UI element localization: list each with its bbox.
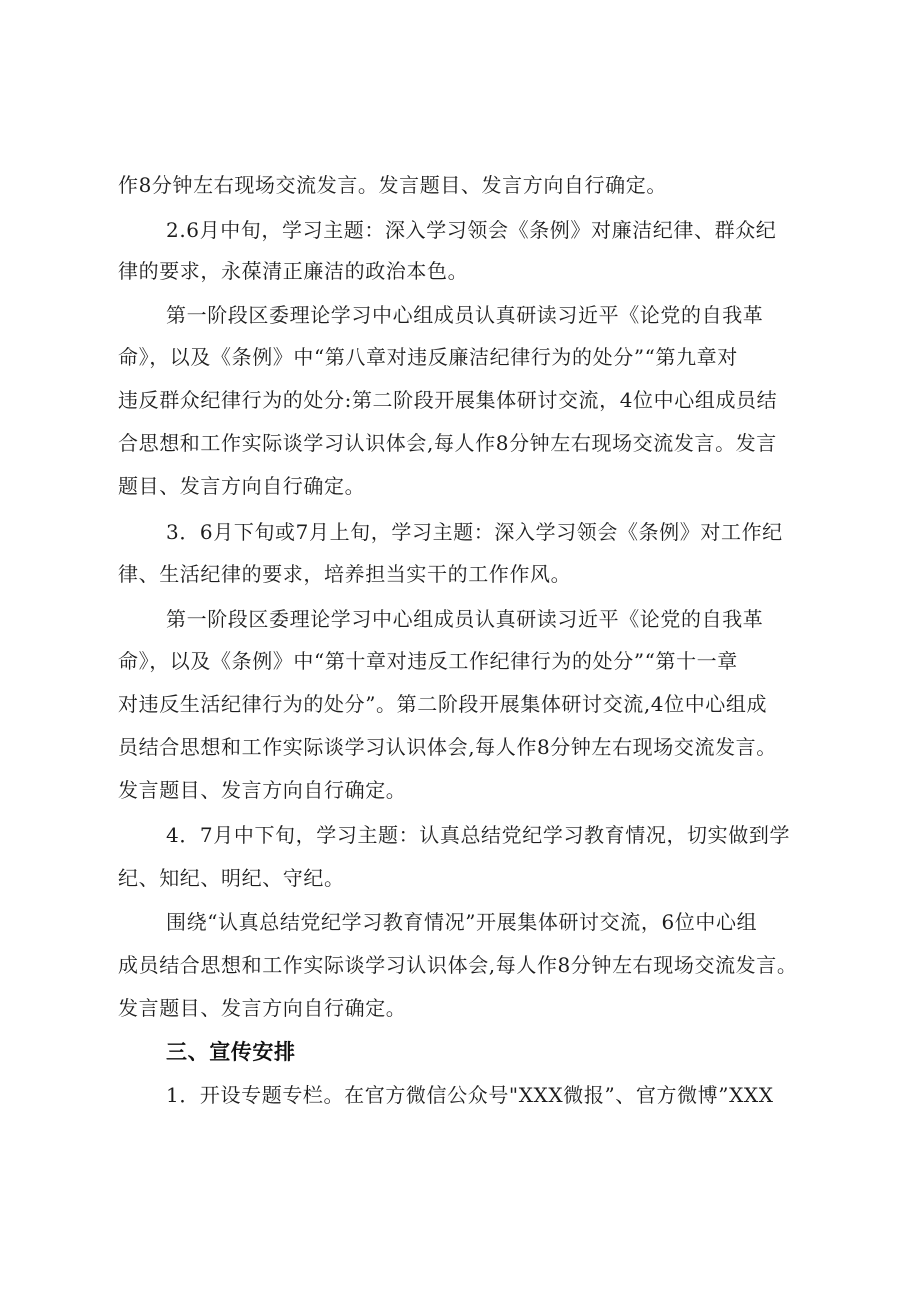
text-line: 题目、发言方向自行确定。: [118, 474, 366, 498]
text-line: 作8分钟左右现场交流发言。发言题目、发言方向自行确定。: [118, 173, 667, 197]
text-line: 命》，以及《条例》中“第十章对违反工作纪律行为的处分”“第十一章: [118, 649, 738, 673]
text-line: 员结合思想和工作实际谈学习认识体会,每人作8分钟左右现场交流发言。: [118, 735, 777, 759]
text-line: 违反群众纪律行为的处分:第二阶段开展集体研讨交流，4位中心组成员结: [118, 388, 778, 412]
text-line: 发言题目、发言方向自行确定。: [118, 996, 407, 1020]
text-line: 对违反生活纪律行为的处分”。第二阶段开展集体研讨交流,4位中心组成: [118, 692, 768, 716]
section-heading: 三、宣传安排: [166, 1040, 296, 1064]
text-line: 纪、知纪、明纪、守纪。: [118, 866, 345, 890]
paragraph-line: 第一阶段区委理论学习中心组成员认真研读习近平《论党的自我革: [166, 607, 764, 631]
paragraph-line: 第一阶段区委理论学习中心组成员认真研读习近平《论党的自我革: [166, 303, 764, 327]
list-item-3-line: 3．6月下旬或7月上旬，学习主题：深入学习领会《条例》对工作纪: [166, 520, 783, 544]
text-line: 律的要求，永葆清正廉洁的政治本色。: [118, 259, 469, 283]
list-item-4-line: 4．7月中下旬，学习主题：认真总结党纪学习教育情况，切实做到学: [166, 823, 791, 847]
list-item-2-line: 2.6月中旬，学习主题：深入学习领会《条例》对廉洁纪律、群众纪: [166, 218, 777, 242]
text-line: 律、生活纪律的要求，培养担当实干的工作作风。: [118, 562, 572, 586]
text-line: 成员结合思想和工作实际谈学习认识体会,每人作8分钟左右现场交流发言。: [118, 953, 798, 977]
text-line: 合思想和工作实际谈学习认识体会,每人作8分钟左右现场交流发言。发言: [118, 431, 777, 455]
paragraph-line: 围绕“认真总结党纪学习教育情况”开展集体研讨交流，6位中心组: [166, 910, 758, 934]
text-line: 发言题目、发言方向自行确定。: [118, 778, 407, 802]
text-line: 命》，以及《条例》中“第八章对违反廉洁纪律行为的处分”“第九章对: [118, 345, 738, 369]
list-item-1-line: 1．开设专题专栏。在官方微信公众号"XXX微报”、官方微博”XXX: [166, 1083, 774, 1107]
